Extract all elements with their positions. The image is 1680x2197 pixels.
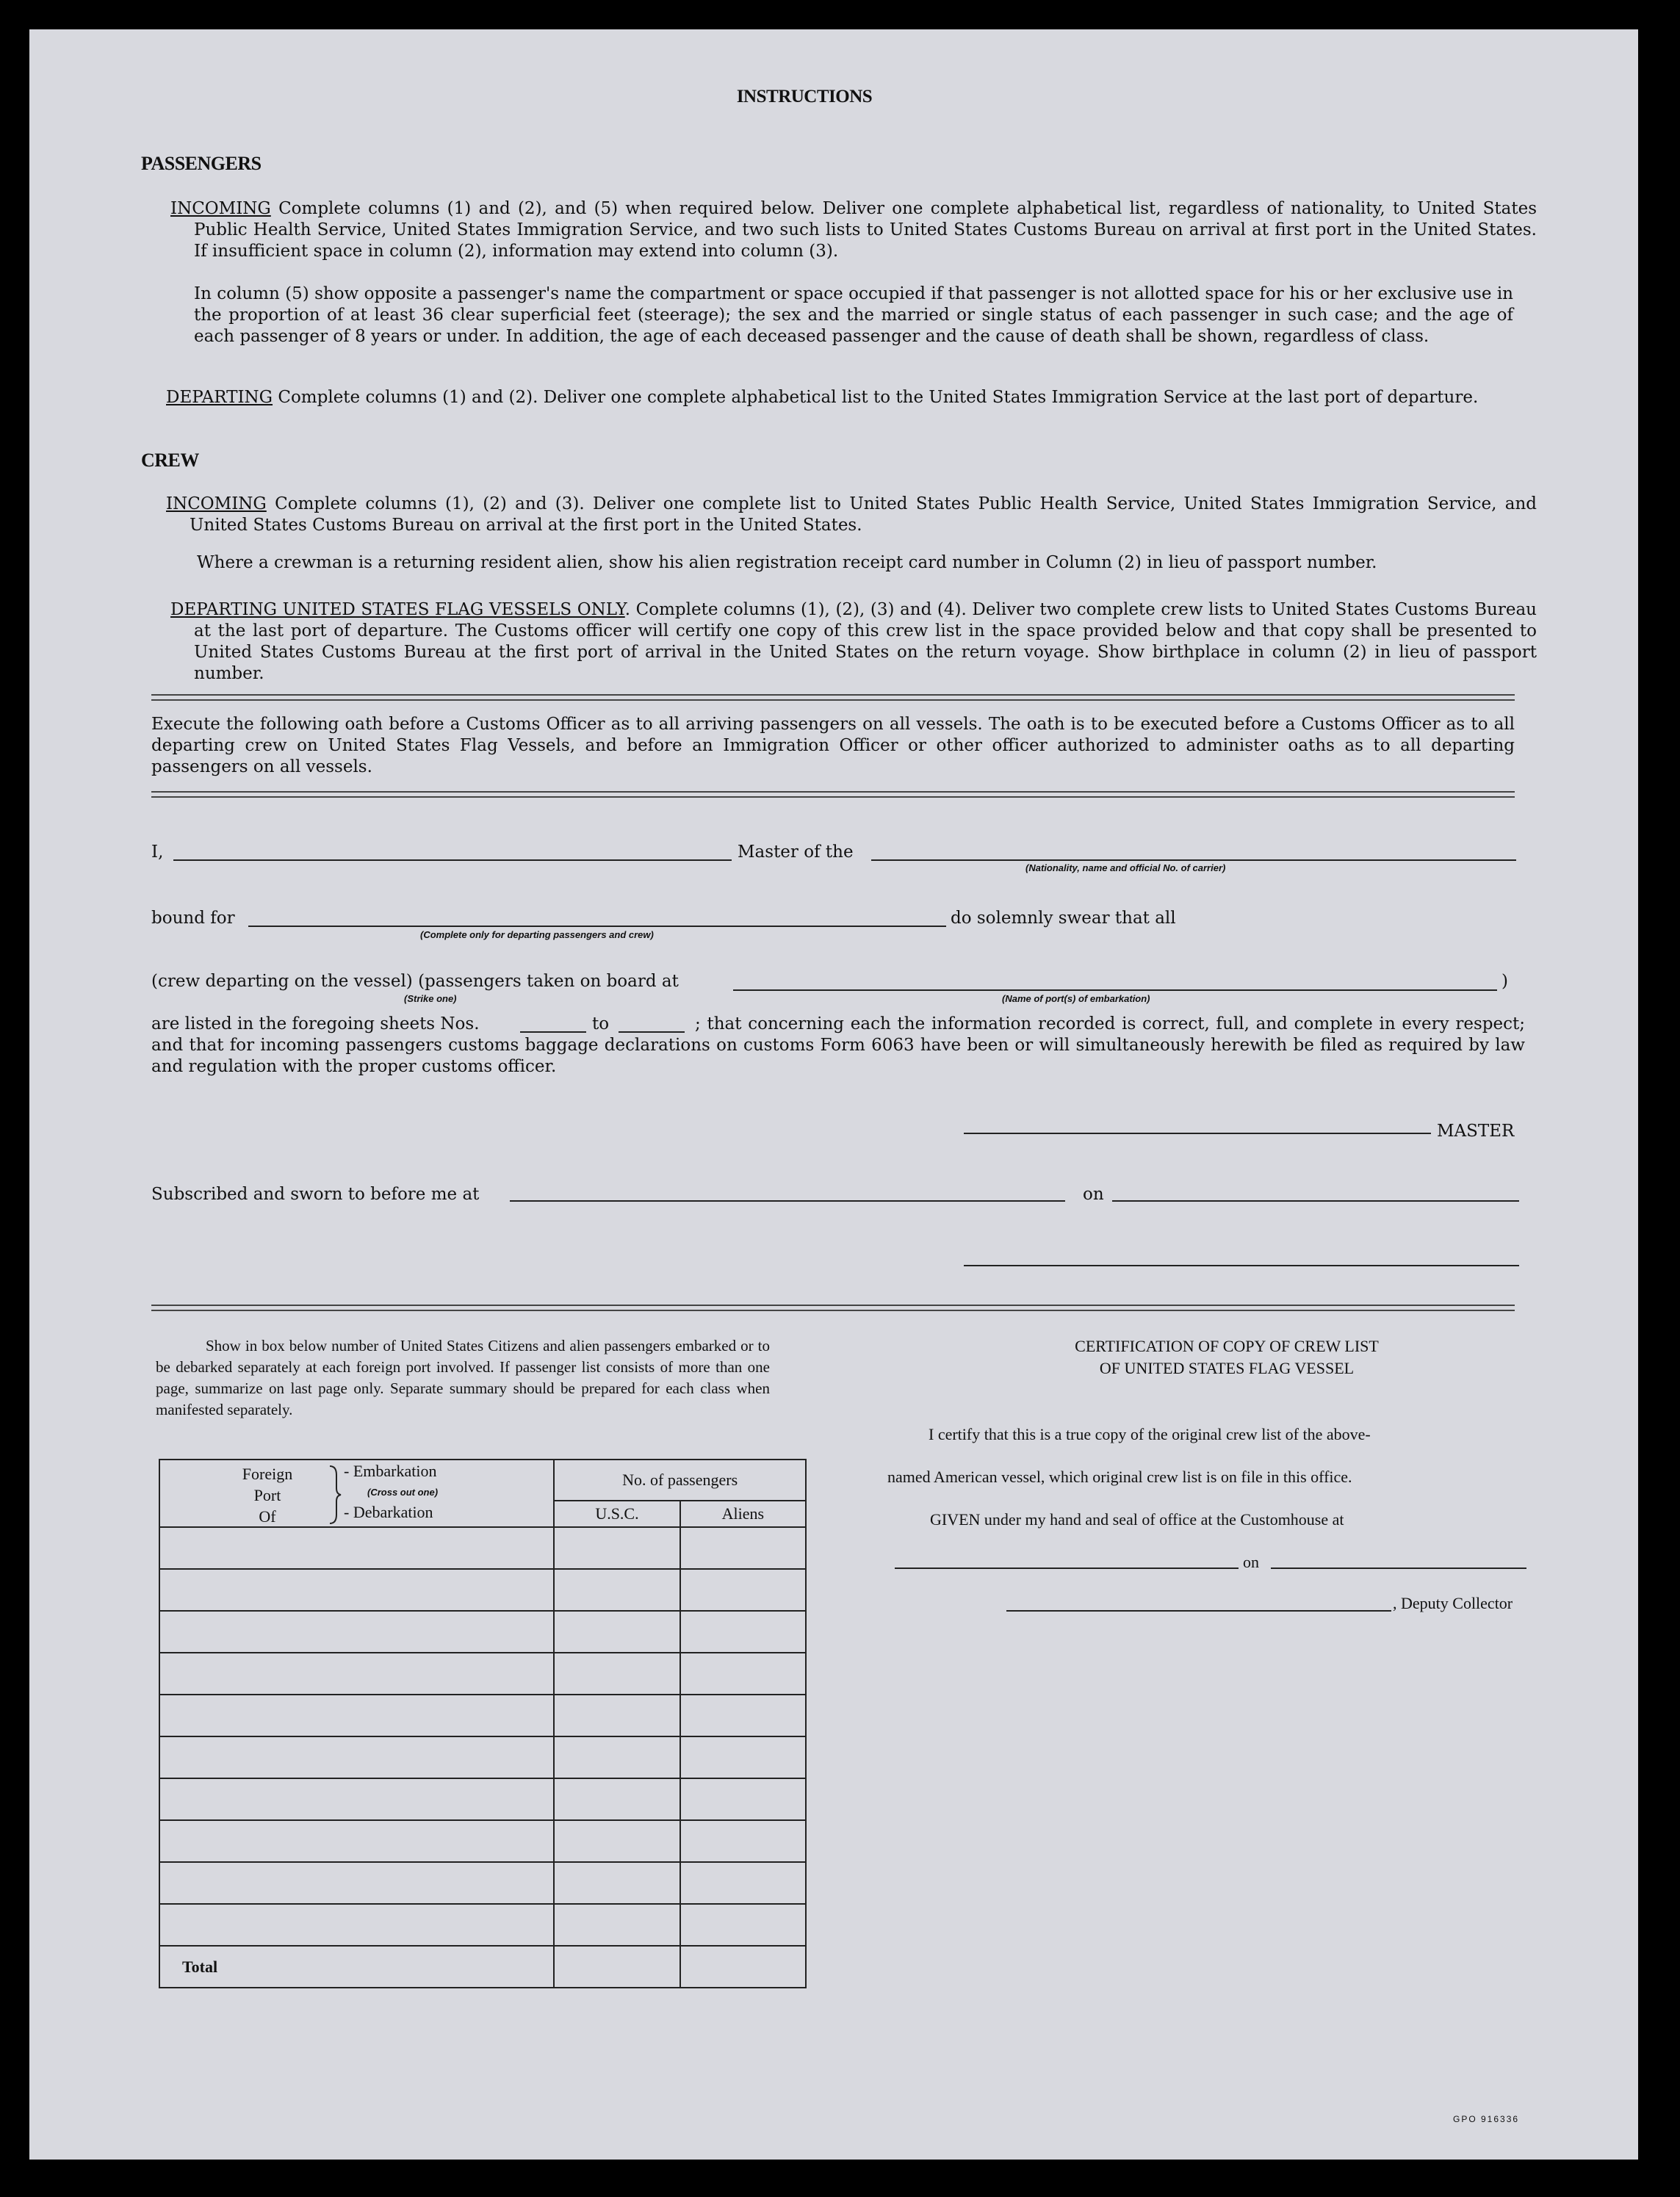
to-label: to xyxy=(592,1014,610,1033)
port-cell[interactable] xyxy=(159,1778,554,1820)
bound-caption: (Complete only for departing passengers and crew) xyxy=(420,929,654,940)
debarkation-label: - Debarkation xyxy=(344,1503,433,1521)
crew-departing-label: DEPARTING UNITED STATES FLAG VESSELS ONLY xyxy=(170,600,625,619)
foreign-port-header xyxy=(159,1460,554,1527)
crew-heading: CREW xyxy=(141,450,199,471)
crew-departing-label-line: (crew departing on the vessel) (passengers taken on board at xyxy=(151,972,679,991)
crew-incoming-label: INCOMING xyxy=(166,494,267,513)
oath-instruction: Execute the following oath before a Customs Officer as to all arriving passengers on all vessels. The oath is to be executed before a Customs Officer as to all departing crew on United States Flag Vessels, and before an Immigration Officer or other officer authorized to administer oaths as to all departing passengers on all vessels. xyxy=(151,715,1515,776)
usc-cell[interactable] xyxy=(554,1653,679,1695)
master-signature-field[interactable] xyxy=(964,1133,1431,1134)
master-name-field[interactable] xyxy=(173,859,732,861)
table-row xyxy=(159,1820,806,1862)
usc-cell[interactable] xyxy=(554,1862,679,1904)
divider xyxy=(151,791,1515,798)
customhouse-field[interactable] xyxy=(895,1568,1239,1569)
bound-for-label: bound for xyxy=(151,909,235,928)
divider xyxy=(151,694,1515,701)
close-paren: ) xyxy=(1501,972,1508,991)
table-row xyxy=(159,1736,806,1778)
table-row xyxy=(159,1904,806,1946)
page-title: INSTRUCTIONS xyxy=(736,87,873,107)
cross-out-caption: (Cross out one) xyxy=(367,1487,439,1498)
port-cell[interactable] xyxy=(159,1820,554,1862)
port-cell[interactable] xyxy=(159,1653,554,1695)
aliens-cell[interactable] xyxy=(680,1820,806,1862)
summary-instruction: Show in box below number of United States Citizens and alien passengers embarked or to be debarked separately at each foreign port involved. If passenger list consists of more than one page, summarize on last page only. Separate summary should be prepared for each class when manifested separately. xyxy=(156,1337,770,1418)
crew-departing-paragraph xyxy=(170,599,1537,685)
usc-cell[interactable] xyxy=(554,1820,679,1862)
passenger-summary-table xyxy=(159,1459,807,1988)
passengers-column5-paragraph: In column (5) show opposite a passenger's name the compartment or space occupied if that passenger is not allotted space for his or her exclusive use in the proportion of at least 36 clear superficial feet (steerage); the sex and the married or single status of each passenger in such case; and the age of each passenger of 8 years or under. In addition, the age of each deceased passenger and the cause of death shall be shown, regardless of class. xyxy=(194,284,1513,346)
certification-title xyxy=(882,1335,1572,1379)
aliens-cell[interactable] xyxy=(680,1527,806,1569)
oath-i-label: I, xyxy=(151,843,164,862)
port-cell[interactable] xyxy=(159,1736,554,1778)
port-cell[interactable] xyxy=(159,1904,554,1946)
on-label: on xyxy=(1083,1185,1104,1204)
port-cell[interactable] xyxy=(159,1569,554,1611)
table-row xyxy=(159,1653,806,1695)
aliens-cell[interactable] xyxy=(680,1611,806,1653)
master-of-the-label: Master of the xyxy=(738,843,854,862)
port-cell[interactable] xyxy=(159,1862,554,1904)
sworn-date-field[interactable] xyxy=(1112,1200,1519,1202)
usc-header: U.S.C. xyxy=(554,1501,679,1527)
aliens-cell[interactable] xyxy=(680,1653,806,1695)
certification-date-field[interactable] xyxy=(1271,1568,1526,1569)
port-cell[interactable] xyxy=(159,1695,554,1736)
bound-for-field[interactable] xyxy=(248,926,946,927)
table-row xyxy=(159,1527,806,1569)
port-cell[interactable] xyxy=(159,1527,554,1569)
usc-cell[interactable] xyxy=(554,1695,679,1736)
table-row xyxy=(159,1611,806,1653)
passengers-departing-paragraph xyxy=(166,387,1537,408)
no-passengers-header: No. of passengers xyxy=(554,1460,806,1501)
usc-cell[interactable] xyxy=(554,1778,679,1820)
table-row xyxy=(159,1695,806,1736)
aliens-cell[interactable] xyxy=(680,1695,806,1736)
passengers-heading: PASSENGERS xyxy=(141,153,262,174)
certification-title-line1: CERTIFICATION OF COPY OF CREW LIST xyxy=(1075,1337,1379,1355)
usc-total-cell[interactable] xyxy=(554,1946,679,1988)
subscribed-label: Subscribed and sworn to before me at xyxy=(151,1185,480,1204)
port-cell[interactable] xyxy=(159,1611,554,1653)
foreign-label: Foreign xyxy=(242,1465,293,1483)
table-row xyxy=(159,1778,806,1820)
aliens-header: Aliens xyxy=(680,1501,806,1527)
aliens-cell[interactable] xyxy=(680,1569,806,1611)
sworn-place-field[interactable] xyxy=(510,1200,1065,1202)
table-row xyxy=(159,1569,806,1611)
usc-cell[interactable] xyxy=(554,1569,679,1611)
deputy-collector-label: , Deputy Collector xyxy=(1393,1594,1513,1612)
certification-line2: named American vessel, which original crew list is on file in this office. xyxy=(887,1468,1352,1486)
crew-resident-paragraph: Where a crewman is a returning resident alien, show his alien registration receipt card number in Column (2) in lieu of passport number. xyxy=(197,553,1377,572)
deputy-signature-field[interactable] xyxy=(1006,1610,1391,1612)
certification-title-line2: OF UNITED STATES FLAG VESSEL xyxy=(1099,1359,1355,1377)
crew-incoming-text: Complete columns (1), (2) and (3). Deliver one complete list to United States Public Health Service, United States Immigration Service, and United States Customs Bureau on arrival at the first port in the United States. xyxy=(190,494,1537,535)
crew-incoming-paragraph xyxy=(166,494,1537,536)
aliens-cell[interactable] xyxy=(680,1778,806,1820)
passengers-incoming-text: Complete columns (1) and (2), and (5) when required below. Deliver one complete alphabetical list, regardless of nationality, to United States Public Health Service, United States Immigration Service, and two such lists to United States Customs Bureau on arrival at first port in the United States. If insufficient space in column (2), information may extend into column (3). xyxy=(194,199,1537,261)
embarkation-label: - Embarkation xyxy=(344,1462,437,1480)
port-caption: (Name of port(s) of embarkation) xyxy=(1002,993,1150,1004)
embarkation-port-field[interactable] xyxy=(733,989,1497,991)
passengers-departing-text: Complete columns (1) and (2). Deliver one complete alphabetical list to the United States Immigration Service at the last port of departure. xyxy=(278,388,1479,407)
brace-icon xyxy=(328,1465,342,1525)
aliens-cell[interactable] xyxy=(680,1736,806,1778)
aliens-cell[interactable] xyxy=(680,1904,806,1946)
usc-cell[interactable] xyxy=(554,1904,679,1946)
crew-departing-text: . Complete columns (1), (2), (3) and (4). Deliver two complete crew lists to United States Customs Bureau at the last port of departure. The Customs officer will certify one copy of this crew list in the space provided below and that copy shall be presented to United States Customs Bureau at the first port of arrival in the United States on the return voyage. Show birthplace in column (2) in lieu of passport number. xyxy=(194,600,1537,683)
certification-on-label: on xyxy=(1243,1553,1259,1571)
officer-signature-field[interactable] xyxy=(964,1265,1519,1266)
footer-code: GPO 916336 xyxy=(1453,2114,1520,2124)
carrier-caption: (Nationality, name and official No. of carrier) xyxy=(1025,862,1226,873)
total-row xyxy=(159,1946,806,1988)
divider xyxy=(151,1305,1515,1311)
swear-label: do solemnly swear that all xyxy=(951,909,1176,928)
table-row xyxy=(159,1862,806,1904)
passengers-incoming-paragraph xyxy=(170,198,1537,262)
oath-statement: ; that concerning each the information recorded is correct, full, and complete in every respect; and that for incoming passengers customs baggage declarations on customs Form 6063 have been or will simultaneously herewith be filed as required by law and regulation with the proper customs officer. xyxy=(151,1014,1525,1076)
usc-cell[interactable] xyxy=(554,1611,679,1653)
port-label: Port xyxy=(253,1486,281,1504)
carrier-field[interactable] xyxy=(871,859,1516,861)
certification-line3: GIVEN under my hand and seal of office at the Customhouse at xyxy=(930,1510,1344,1529)
total-label: Total xyxy=(159,1946,554,1988)
passengers-departing-label: DEPARTING xyxy=(166,388,273,407)
aliens-cell[interactable] xyxy=(680,1862,806,1904)
of-label: Of xyxy=(259,1507,276,1526)
usc-cell[interactable] xyxy=(554,1736,679,1778)
aliens-total-cell[interactable] xyxy=(680,1946,806,1988)
form-sheet xyxy=(29,29,1638,2160)
strike-caption: (Strike one) xyxy=(404,993,457,1004)
certification-line1: I certify that this is a true copy of the original crew list of the above- xyxy=(929,1425,1371,1443)
master-label: MASTER xyxy=(1437,1122,1515,1141)
listed-label: are listed in the foregoing sheets Nos. xyxy=(151,1014,480,1033)
usc-cell[interactable] xyxy=(554,1527,679,1569)
passengers-incoming-label: INCOMING xyxy=(170,199,271,218)
